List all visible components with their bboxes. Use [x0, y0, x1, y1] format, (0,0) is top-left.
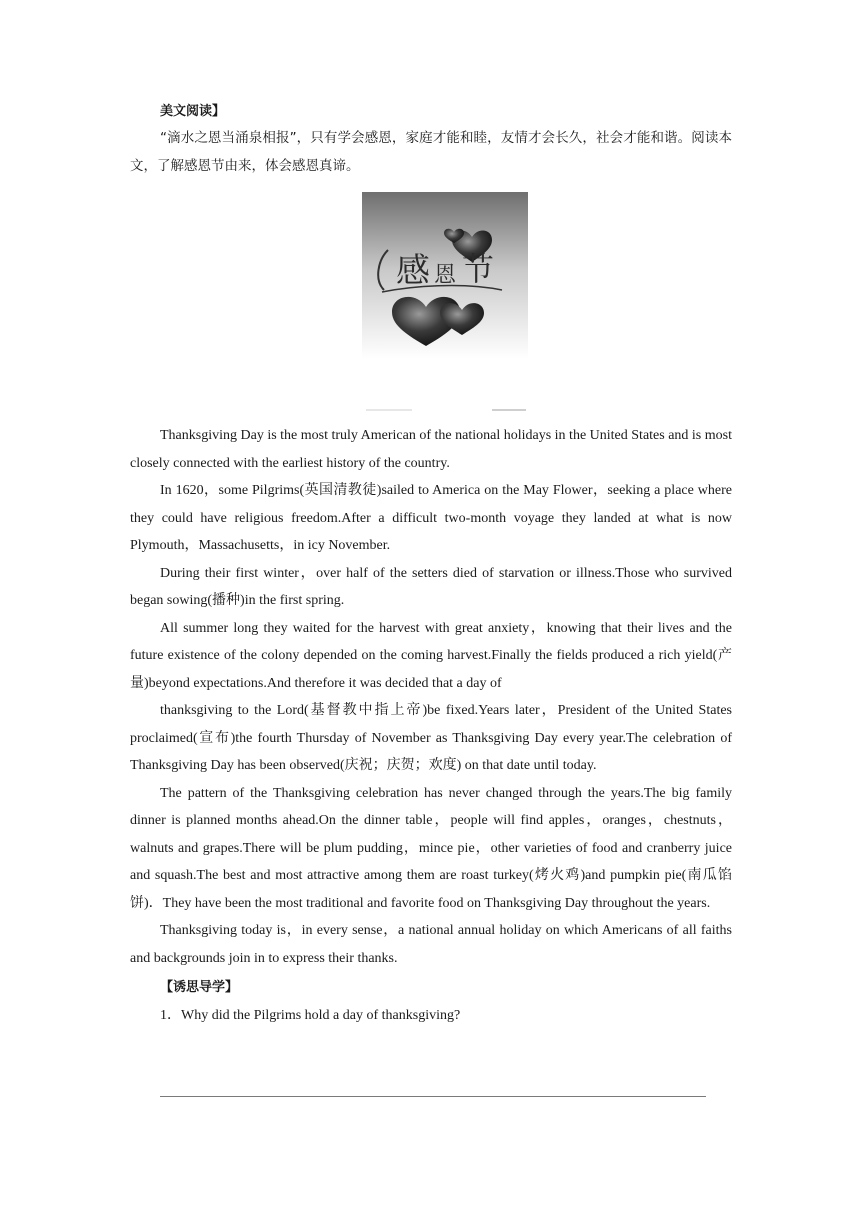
- paragraph-2: In 1620，some Pilgrims(英国清教徒)sailed to America on the May Flower，seeking a place where they could have religious freedom.After a difficult two-month voyage they landed at what is now Plymouth，Massachusetts，in icy November.: [130, 483, 732, 553]
- paragraph-6: The pattern of the Thanksgiving celebration has never changed through the years.The big family dinner is planned months ahead.On the dinner table，people will find apples，oranges，chestnuts，walnuts and grapes.There will be plum pudding，mince pie，other varieties of food and cranberry juice and squash.The best and most attractive among them are roast turkey(烤火鸡)and pumpkin pie(南瓜馅饼)．They have been the most traditional and favorite food on Thanksgiving Day throughout the years.: [130, 785, 732, 911]
- paragraph-4: All summer long they waited for the harvest with great anxiety，knowing that their lives and the future existence of the colony depended on the coming harvest.Finally the fields produced a rich yield(产量)beyond expectations.And therefore it was decided that a day of: [130, 620, 732, 691]
- paragraph-5: thanksgiving to the Lord(基督教中指上帝)be fixed.Years later，President of the United States proclaimed(宣布)the fourth Thursday of November as Thanksgiving Day every year.The celebration of Thanksgiving Day has been observed(庆祝；庆贺；欢度) on that date until today.: [130, 703, 732, 773]
- image-title-ch3: 节: [462, 250, 495, 288]
- thanksgiving-image: [362, 192, 528, 414]
- question-1: 1．Why did the Pilgrims hold a day of thanksgiving?: [160, 1008, 461, 1023]
- paragraph-3: During their first winter，over half of the setters died of starvation or illness.Those who survived began sowing(播种)in the first spring.: [130, 565, 732, 608]
- image-title-ch2: 恩: [434, 263, 457, 288]
- intro-paragraph: “滴水之恩当涌泉相报”，只有学会感恩，家庭才能和睦，友情才会长久，社会才能和谐。阅读本文，了解感恩节由来，体会感恩真谛。: [130, 130, 732, 174]
- image-title-ch1: 感: [396, 251, 430, 291]
- guide-title: 【诱思导学】: [160, 980, 239, 995]
- document-page: [130, 100, 732, 1029]
- answer-line[interactable]: [160, 1096, 706, 1097]
- paragraph-7: Thanksgiving today is，in every sense，a national annual holiday on which Americans of all faiths and backgrounds join in to express their thanks.: [130, 923, 732, 966]
- thanksgiving-illustration: [362, 192, 528, 414]
- section-title: 美文阅读】: [160, 104, 226, 119]
- paragraph-1: Thanksgiving Day is the most truly American of the national holidays in the United States and is most closely connected with the earliest history of the country.: [130, 428, 732, 471]
